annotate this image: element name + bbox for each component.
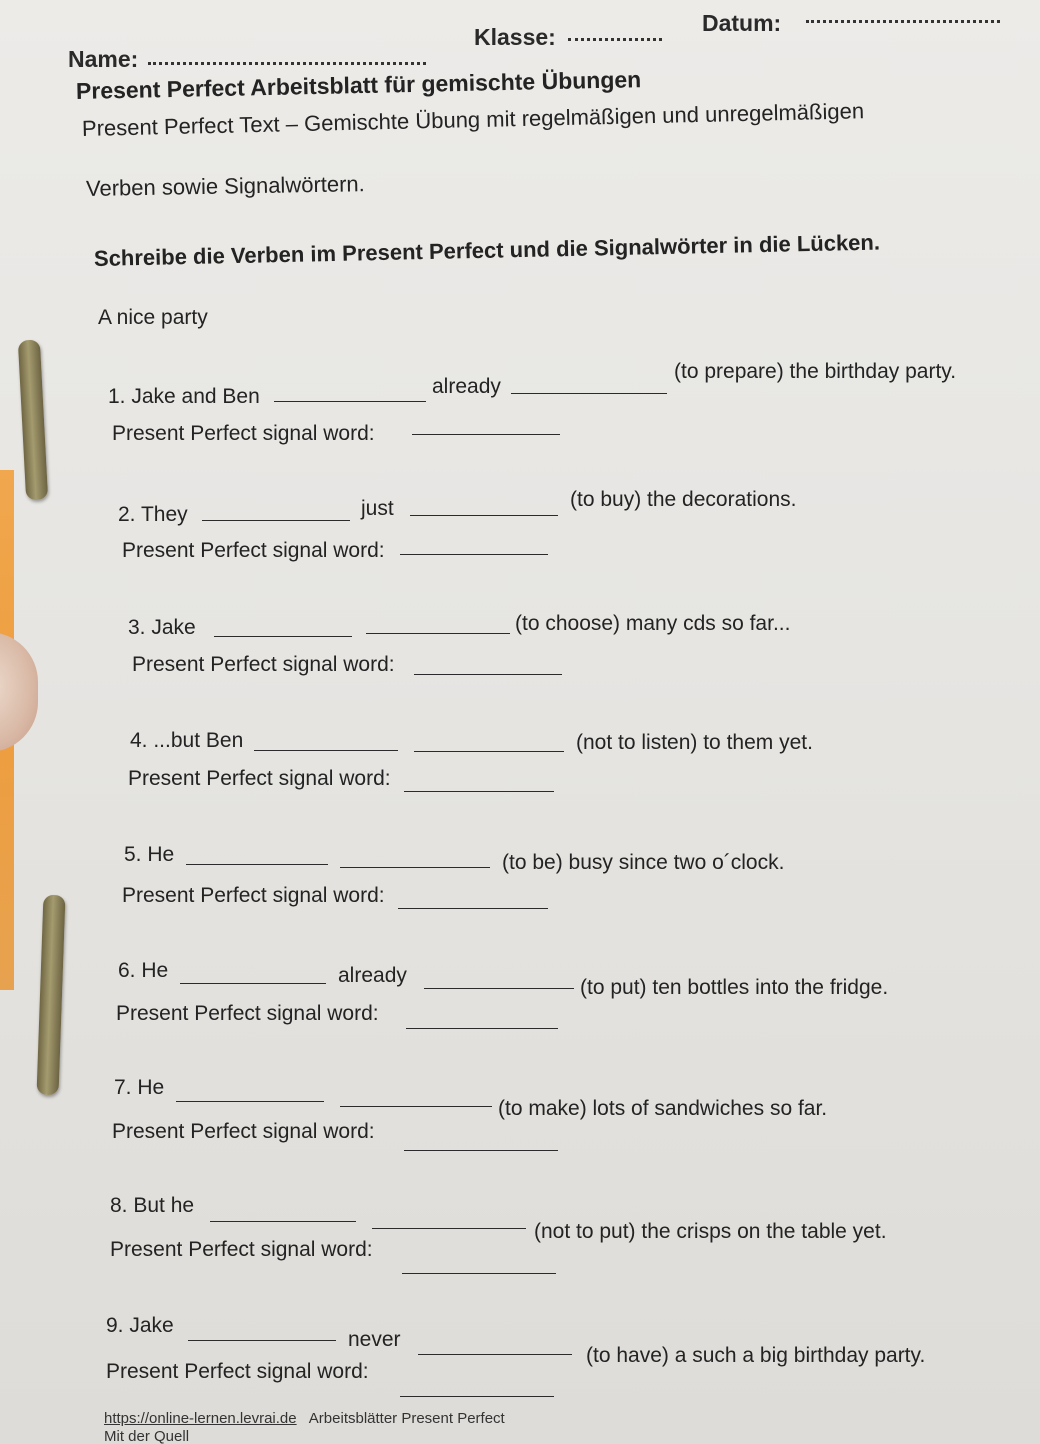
signal-word-blank[interactable] — [406, 1028, 558, 1029]
exercise-subject: 6. He — [118, 959, 169, 982]
answer-blank[interactable] — [254, 750, 398, 751]
instruction: Schreibe die Verben im Present Perfect und die Signalwörter in die Lücken. — [93, 229, 881, 271]
answer-blank[interactable] — [340, 1106, 492, 1107]
answer-blank[interactable] — [186, 864, 328, 865]
datum-label: Datum: — [702, 10, 782, 36]
signal-word-blank[interactable] — [404, 1150, 558, 1151]
answer-blank[interactable] — [340, 867, 490, 868]
brass-fastener-bottom — [37, 895, 66, 1096]
signal-word-label: Present Perfect signal word: — [106, 1360, 369, 1383]
signal-word-label: Present Perfect signal word: — [112, 422, 375, 445]
footer-line-2: Mit der Quell — [104, 1428, 190, 1444]
footer — [104, 1410, 505, 1427]
answer-blank[interactable] — [176, 1101, 324, 1102]
name-label: Name: — [68, 46, 139, 72]
footer-text: Arbeitsblätter Present Perfect — [308, 1410, 505, 1427]
exercise-verb-hint: (to make) lots of sandwiches so far. — [498, 1097, 828, 1120]
signal-word-label: Present Perfect signal word: — [112, 1120, 375, 1143]
signal-word-blank[interactable] — [404, 791, 554, 792]
signal-word-label: Present Perfect signal word: — [128, 767, 391, 790]
signal-word-blank[interactable] — [412, 434, 560, 435]
signal-word-label: Present Perfect signal word: — [110, 1238, 373, 1261]
answer-blank[interactable] — [418, 1354, 572, 1355]
signal-word-given: never — [348, 1328, 401, 1351]
worksheet-title: Present Perfect Arbeitsblatt für gemischte Übungen — [75, 66, 642, 104]
klasse-label: Klasse: — [474, 24, 556, 50]
story-title: A nice party — [98, 306, 208, 329]
exercise-subject: 4. ...but Ben — [130, 729, 244, 752]
answer-blank[interactable] — [214, 636, 352, 637]
answer-blank[interactable] — [372, 1228, 526, 1229]
answer-blank[interactable] — [180, 983, 326, 984]
signal-word-given: just — [361, 497, 394, 520]
answer-blank[interactable] — [414, 751, 564, 752]
exercise-subject: 7. He — [114, 1076, 165, 1099]
thumb — [0, 632, 38, 752]
exercise-verb-hint: (not to listen) to them yet. — [576, 731, 813, 754]
footer-link[interactable]: https://online-lernen.levrai.de — [104, 1410, 297, 1427]
answer-blank[interactable] — [210, 1221, 356, 1222]
exercise-verb-hint: (to have) a such a big birthday party. — [586, 1344, 926, 1367]
exercise-subject: 8. But he — [110, 1194, 195, 1217]
exercise-verb-hint: (to choose) many cds so far... — [515, 612, 791, 635]
datum-field[interactable] — [806, 20, 1000, 23]
exercise-verb-hint: (to put) ten bottles into the fridge. — [580, 976, 889, 999]
signal-word-blank[interactable] — [400, 554, 548, 555]
signal-word-label: Present Perfect signal word: — [116, 1002, 379, 1025]
signal-word-blank[interactable] — [400, 1396, 554, 1397]
signal-word-label: Present Perfect signal word: — [122, 884, 385, 907]
exercise-verb-hint: (not to put) the crisps on the table yet. — [534, 1220, 887, 1243]
exercise-subject: 3. Jake — [128, 616, 196, 639]
signal-word-blank[interactable] — [402, 1273, 556, 1274]
signal-word-label: Present Perfect signal word: — [122, 539, 385, 562]
exercise-verb-hint: (to buy) the decorations. — [570, 488, 797, 511]
answer-blank[interactable] — [511, 393, 667, 394]
exercise-subject: 1. Jake and Ben — [108, 385, 260, 408]
exercise-verb-hint: (to be) busy since two o´clock. — [502, 851, 785, 874]
subtitle-line-1: Present Perfect Text – Gemischte Übung mit regelmäßigen und unregelmäßigen — [81, 98, 865, 141]
exercise-subject: 5. He — [124, 843, 175, 866]
signal-word-label: Present Perfect signal word: — [132, 653, 395, 676]
signal-word-given: already — [338, 964, 407, 987]
subtitle-line-2: Verben sowie Signalwörtern. — [85, 171, 365, 201]
answer-blank[interactable] — [188, 1340, 336, 1341]
exercise-subject: 2. They — [118, 503, 188, 526]
signal-word-blank[interactable] — [414, 674, 562, 675]
exercise-subject: 9. Jake — [106, 1314, 174, 1337]
answer-blank[interactable] — [274, 401, 426, 402]
answer-blank[interactable] — [424, 988, 574, 989]
name-field[interactable] — [148, 62, 426, 65]
signal-word-blank[interactable] — [398, 908, 548, 909]
brass-fastener-top — [18, 340, 48, 501]
signal-word-given: already — [432, 375, 501, 398]
klasse-field[interactable] — [568, 38, 662, 41]
answer-blank[interactable] — [202, 520, 350, 521]
answer-blank[interactable] — [410, 515, 558, 516]
exercise-verb-hint: (to prepare) the birthday party. — [674, 360, 957, 383]
answer-blank[interactable] — [366, 633, 510, 634]
